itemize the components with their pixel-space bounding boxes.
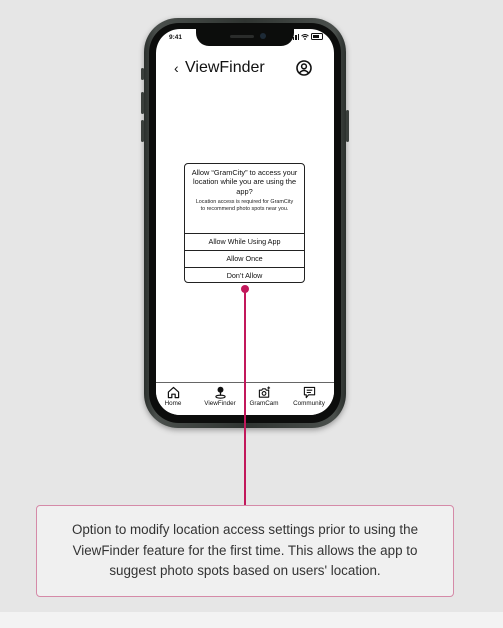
page-bottom-strip <box>0 612 503 628</box>
wifi-icon <box>301 34 309 40</box>
page-title: ViewFinder <box>185 59 265 76</box>
tab-label: ViewFinder <box>204 400 236 407</box>
volume-down-button <box>141 120 144 142</box>
tab-label: GramCam <box>249 400 279 407</box>
profile-icon[interactable] <box>296 60 312 76</box>
status-icons <box>291 33 323 40</box>
tab-home[interactable] <box>156 386 195 407</box>
dialog-question: Allow “GramCity” to access your location while you are using the app? <box>191 168 298 196</box>
tab-community[interactable] <box>287 386 331 407</box>
signal-icon <box>291 34 299 40</box>
mute-switch <box>141 68 144 80</box>
camera-plus-icon <box>258 386 271 399</box>
tab-label: Home <box>164 400 182 407</box>
allow-once-button[interactable]: Allow Once <box>185 250 304 266</box>
status-time: 9:41 <box>169 34 183 41</box>
tab-viewfinder[interactable] <box>198 386 242 407</box>
tab-label: Community <box>293 400 325 407</box>
battery-icon <box>311 33 323 40</box>
allow-while-using-button[interactable]: Allow While Using App <box>185 233 304 249</box>
volume-up-button <box>141 92 144 114</box>
location-permission-dialog <box>184 163 305 283</box>
dialog-description: Location access is required for GramCity to recommend photo spots near you. <box>195 199 294 213</box>
chat-icon <box>303 386 316 399</box>
dont-allow-button[interactable]: Don’t Allow <box>185 267 304 283</box>
notch <box>196 29 294 46</box>
back-chevron-icon[interactable]: ‹ <box>174 60 179 76</box>
annotation-note: Option to modify location access settings prior to using the ViewFinder feature for the first time. This allows the app to suggest photo spots based on users' location. <box>36 505 454 597</box>
home-icon <box>167 386 180 399</box>
location-pin-icon <box>214 386 227 399</box>
power-button <box>346 110 349 142</box>
callout-line <box>244 289 246 505</box>
tab-gramcam[interactable] <box>242 386 286 407</box>
